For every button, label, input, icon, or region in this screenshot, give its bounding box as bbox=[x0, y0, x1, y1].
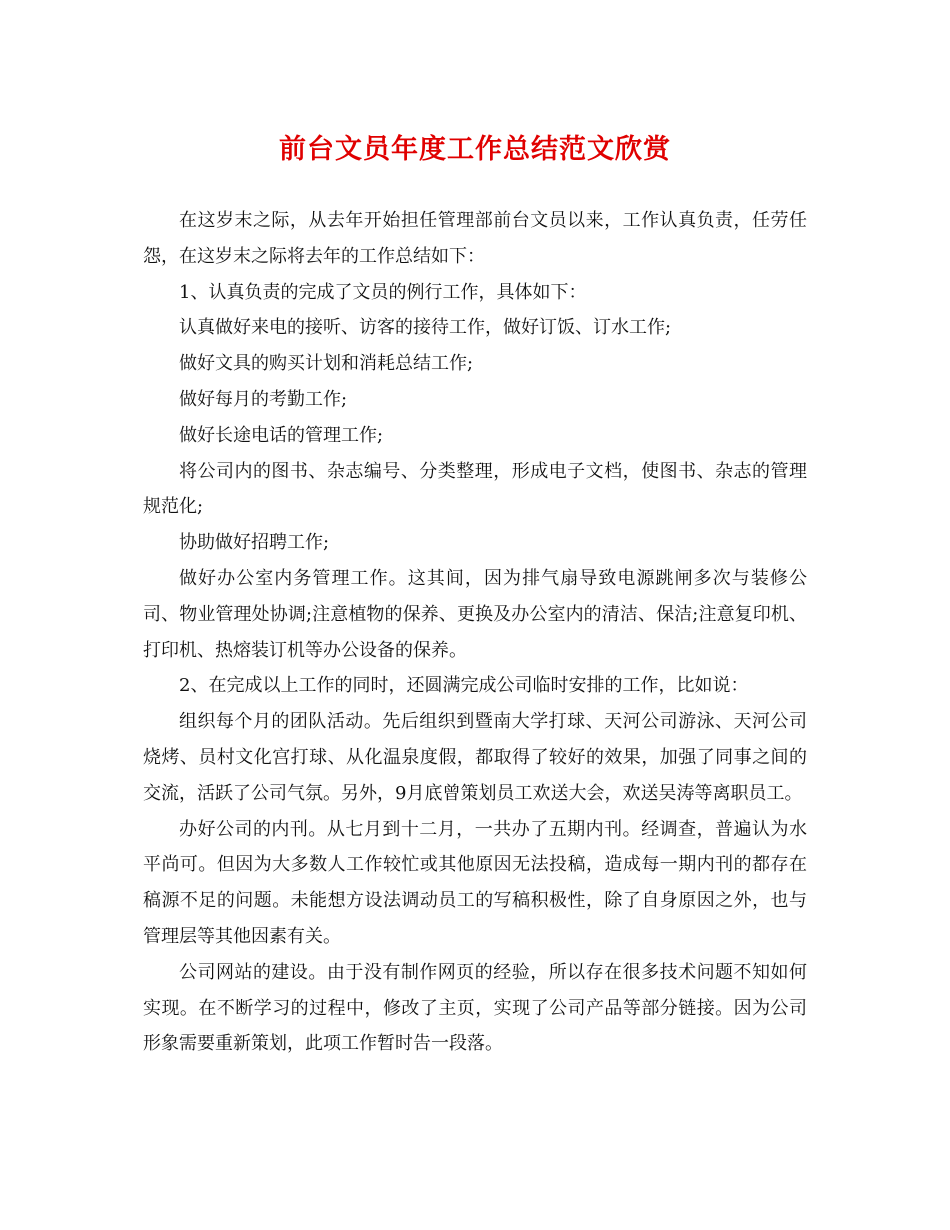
paragraph-long-distance: 做好长途电话的管理工作; bbox=[179, 424, 384, 446]
paragraph-team-activities: 组织每个月的团队活动。先后组织到暨南大学打球、天河公司游泳、天河公司烧烤、员村文化宫打球、从化温泉度假，都取得了较好的效果，加强了同事之间的交流，活跃了公司气氛。另外，9月底曾策划员工欢送大会，欢送吴涛等离职员工。 bbox=[143, 711, 807, 804]
paragraph-website: 公司网站的建设。由于没有制作网页的经验，所以存在很多技术问题不知如何实现。在不断学习的过程中，修改了主页，实现了公司产品等部分链接。因为公司形象需要重新策划，此项工作暂时告一段落。 bbox=[143, 961, 807, 1055]
paragraph-stationery: 做好文具的购买计划和消耗总结工作; bbox=[179, 353, 474, 375]
document-title: 前台文员年度工作总结范文欣赏 bbox=[279, 134, 671, 165]
paragraph-section-1-heading: 1、认真负责的完成了文员的例行工作，具体如下： bbox=[179, 281, 587, 303]
paragraph-phone-reception: 认真做好来电的接听、访客的接待工作，做好订饭、订水工作; bbox=[179, 317, 672, 339]
document-body bbox=[143, 203, 807, 1062]
paragraph-internal-magazine: 办好公司的内刊。从七月到十二月，一共办了五期内刊。经调查，普遍认为水平尚可。但因为大多数人工作较忙或其他原因无法投稿，造成每一期内刊的都存在稿源不足的问题。未能想方设法调动员工的写稿积极性，除了自身原因之外，也与管理层等其他因素有关。 bbox=[143, 818, 807, 947]
paragraph-attendance: 做好每月的考勤工作; bbox=[179, 388, 348, 410]
paragraph-recruitment: 协助做好招聘工作; bbox=[179, 532, 330, 554]
paragraph-section-2-heading: 2、在完成以上工作的同时，还圆满完成公司临时安排的工作，比如说： bbox=[179, 675, 749, 697]
paragraph-library: 将公司内的图书、杂志编号、分类整理，形成电子文档，使图书、杂志的管理规范化; bbox=[143, 460, 807, 518]
paragraph-intro: 在这岁末之际，从去年开始担任管理部前台文员以来，工作认真负责，任劳任怨，在这岁末之际将去年的工作总结如下： bbox=[143, 210, 807, 267]
paragraph-office-management: 做好办公室内务管理工作。这其间，因为排气扇导致电源跳闸多次与装修公司、物业管理处协调;注意植物的保养、更换及办公室内的清洁、保洁;注意复印机、打印机、热熔装订机等办公设备的保养。 bbox=[143, 567, 808, 661]
